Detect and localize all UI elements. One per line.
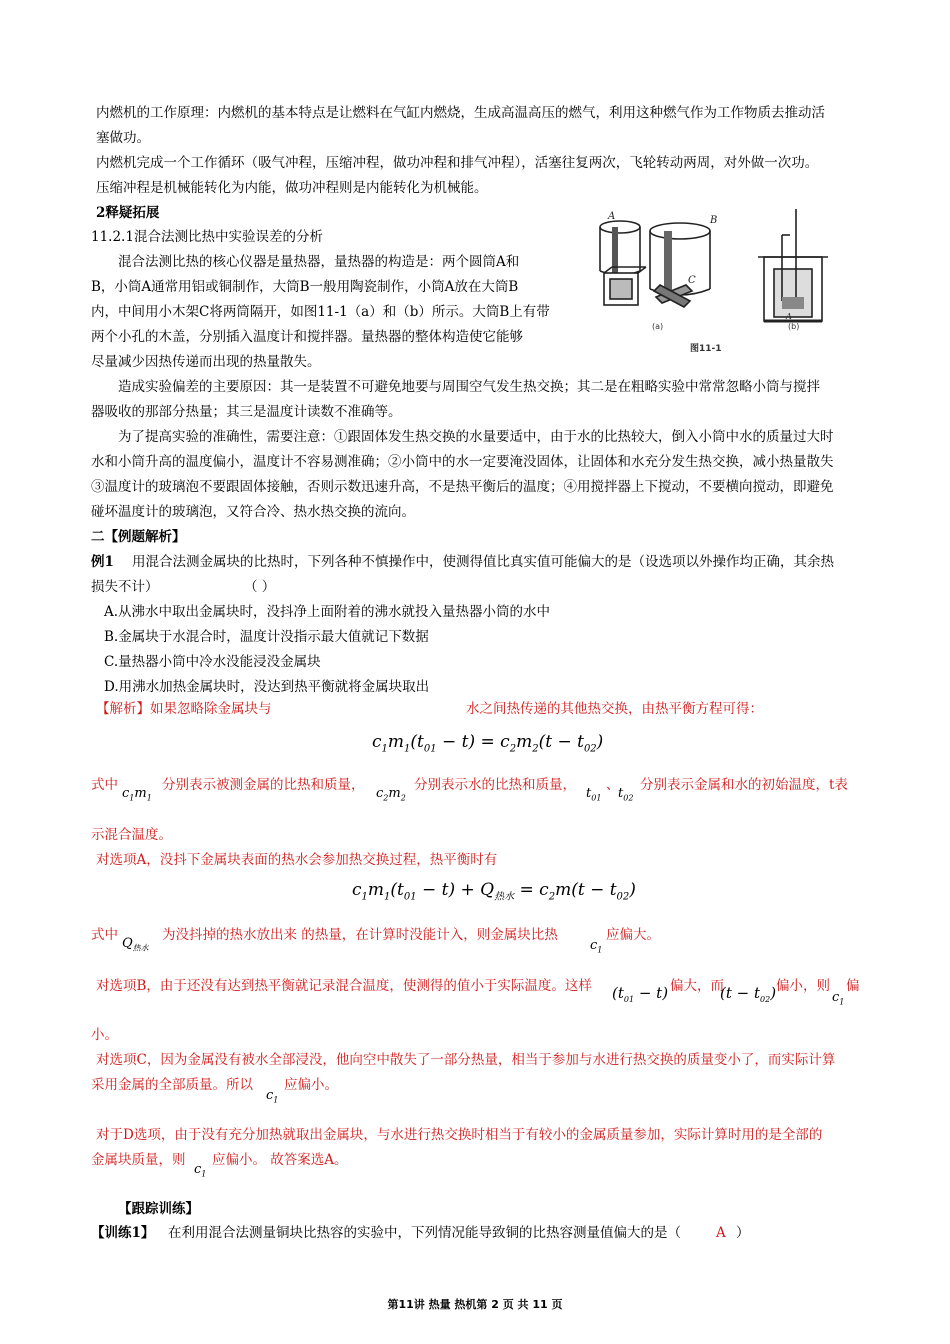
analysis-line2-m3: 分别表示金属和水的初始温度，t表 (640, 777, 848, 793)
analysis-line2-m2: 分别表示水的比热和质量， (414, 777, 576, 793)
training-1-label: 【训练1】 (91, 1225, 155, 1241)
intro-line-2: 塞做功。 (96, 130, 150, 146)
var-c2m2: $c_2m_2$ (376, 786, 406, 803)
option-a: A.从沸水中取出金属块时，没抖净上面附着的沸水就投入量热器小筒的水中 (104, 604, 551, 620)
para-line: B，小筒A通常用铝或铜制作，大筒B一般用陶瓷制作，小筒A放在大筒B (91, 279, 519, 295)
para-line: ③温度计的玻璃泡不要跟固体接触，否则示数迅速升高，不是热平衡后的温度；④用搅拌器上下搅动，不要横向搅动，即避免 (91, 479, 834, 495)
analysis-line1b: 水之间热传递的其他热交换，由热平衡方程可得： (466, 701, 763, 717)
figure-caption-b: (b) (788, 322, 800, 331)
analysis-option-a-intro: 对选项A，没抖下金属块表面的热水会参加热交换过程，热平衡时有 (96, 852, 498, 868)
example-question-line2: 损失不计） (91, 579, 159, 595)
var-c1: $c_1$ (590, 938, 603, 955)
option-d: D.用沸水加热金属块时，没达到热平衡就将金属块取出 (104, 679, 430, 695)
analysis-option-c-line1: 对选项C，因为金属没有被水全部浸没，他向空中散失了一部分热量，相当于参加与水进行热交换的质量变小了，而实际计算 (96, 1052, 836, 1068)
heat-balance-equation-a: $c_1m_1(t_{01} - t) + Q_{热水} = c_2m(t - t_{02})$ (352, 880, 636, 903)
para-line: 水和小筒升高的温度偏小，温度计不容易测准确；②小筒中的水一定要淹没固体，让固体和水充分发生热交换，减小热量散失 (91, 454, 834, 470)
analysis-option-b-pre: 对选项B，由于还没有达到热平衡就记录混合温度，使测得的值小于实际温度。这样 (96, 978, 592, 994)
training-heading: 【跟踪训练】 (118, 1201, 199, 1217)
analysis-option-d-pre: 金属块质量，则 (91, 1152, 186, 1168)
para-line: 造成实验偏差的主要原因：其一是装置不可避免地要与周围空气发生热交换；其二是在粗略实验中常常忽略小筒与搅拌 (118, 379, 820, 395)
intro-line-3: 内燃机完成一个工作循环（吸气冲程，压缩冲程，做功冲程和排气冲程），活塞往复两次，飞轮转动两周，对外做一次功。 (96, 155, 819, 171)
training-1-close: ） (736, 1225, 750, 1241)
figure-label: A (608, 211, 616, 222)
section-subheading: 11.2.1混合法测比热中实验误差的分析 (91, 229, 323, 245)
section-heading-shiyi: 2释疑拓展 (96, 205, 160, 221)
var-t01-minus-t: $(t_{01} - t)$ (612, 984, 669, 1004)
analysis-option-b-tail1: 偏 (846, 978, 860, 994)
para-line: 两个小孔的木盖，分别插入温度计和搅拌器。量热器的整体构造使它能够 (91, 329, 523, 345)
var-c1: $c_1$ (266, 1088, 279, 1105)
analysis-line2-end: 示混合温度。 (91, 827, 172, 843)
analysis-option-c-pre: 采用金属的全部质量。所以 (91, 1077, 253, 1093)
var-t02: $t_{02}$ (618, 786, 634, 803)
section-heading-examples: 二【例题解析】 (91, 529, 186, 545)
option-c: C.量热器小筒中冷水没能浸没金属块 (104, 654, 321, 670)
training-1-question: 在利用混合法测量铜块比热容的实验中，下列情况能导致铜的比热容测量值偏大的是（ (168, 1225, 681, 1241)
analysis-option-c-end: 应偏小。 (284, 1077, 338, 1093)
para-line: 碰坏温度计的玻璃泡，又符合冷、热水热交换的流向。 (91, 504, 415, 520)
para-line: 器吸收的那部分热量；其三是温度计读数不准确等。 (91, 404, 402, 420)
analysis-option-a-end: 应偏大。 (606, 927, 660, 943)
analysis-line1a: 【解析】如果忽略除金属块与 (96, 701, 272, 717)
analysis-option-b-tail2: 小。 (91, 1027, 118, 1043)
var-t-minus-t02: $(t - t_{02})$ (720, 984, 777, 1004)
analysis-option-a-pre: 式中 (91, 927, 118, 943)
analysis-line2-m1: 分别表示被测金属的比热和质量， (162, 777, 365, 793)
example-label: 例1 (91, 554, 114, 570)
example-question-line1: 用混合法测金属块的比热时，下列各种不慎操作中，使测得值比真实值可能偏大的是（设选项以外操作均正确，其余热 (132, 554, 834, 570)
option-b: B.金属块于水混合时，温度计没指示最大值就记下数据 (104, 629, 429, 645)
analysis-option-b-mid2: 偏小，则 (776, 978, 830, 994)
analysis-line2-pre: 式中 (91, 777, 118, 793)
calorimeter-figure (568, 205, 894, 357)
analysis-line2-sep: 、 (606, 777, 620, 793)
figure-label: A (786, 312, 792, 321)
analysis-option-d-line1: 对于D选项，由于没有充分加热就取出金属块，与水进行热交换时相当于有较小的金属质量参加，实际计算时用的是全部的 (96, 1127, 823, 1143)
para-line: 尽量减少因热传递而出现的热量散失。 (91, 354, 321, 370)
figure-caption: 图11-1 (690, 344, 722, 354)
analysis-option-b-mid1: 偏大，而 (670, 978, 724, 994)
analysis-option-a-mid: 为没抖掉的热水放出来 的热量，在计算时没能计入，则金属块比热 (162, 927, 558, 943)
figure-label: C (688, 275, 696, 286)
var-c1: $c_1$ (832, 990, 845, 1007)
training-1-answer: A (716, 1225, 726, 1241)
var-q-hot-water: $Q_{热水}$ (122, 936, 149, 953)
heat-balance-equation: $c_1m_1(t_{01} - t) = c_2m_2(t - t_{02})$ (372, 732, 604, 755)
answer-paren: （ ） (244, 579, 276, 595)
para-line: 为了提高实验的准确性，需要注意：①跟固体发生热交换的水量要适中，由于水的比热较大，倒入小筒中水的质量过大时 (118, 429, 834, 445)
figure-label: B (710, 215, 718, 226)
para-line: 内，中间用小木架C将两筒隔开，如图11-1（a）和（b）所示。大筒B上有带 (91, 304, 550, 320)
figure-caption-a: (a) (652, 322, 664, 331)
var-c1: $c_1$ (194, 1162, 207, 1179)
var-c1m1: $c_1m_1$ (122, 786, 152, 803)
page-footer: 第11讲 热量 热机第 2 页 共 11 页 (387, 1298, 563, 1311)
var-t01: $t_{01}$ (586, 786, 602, 803)
analysis-option-d-end: 应偏小。 故答案选A。 (212, 1152, 348, 1168)
intro-line-4: 压缩冲程是机械能转化为内能，做功冲程则是内能转化为机械能。 (96, 180, 488, 196)
para-line: 混合法测比热的核心仪器是量热器，量热器的构造是：两个圆筒A和 (118, 254, 520, 270)
intro-line-1: 内燃机的工作原理：内燃机的基本特点是让燃料在气缸内燃烧，生成高温高压的燃气，利用这种燃气作为工作物质去推动活 (96, 105, 825, 121)
